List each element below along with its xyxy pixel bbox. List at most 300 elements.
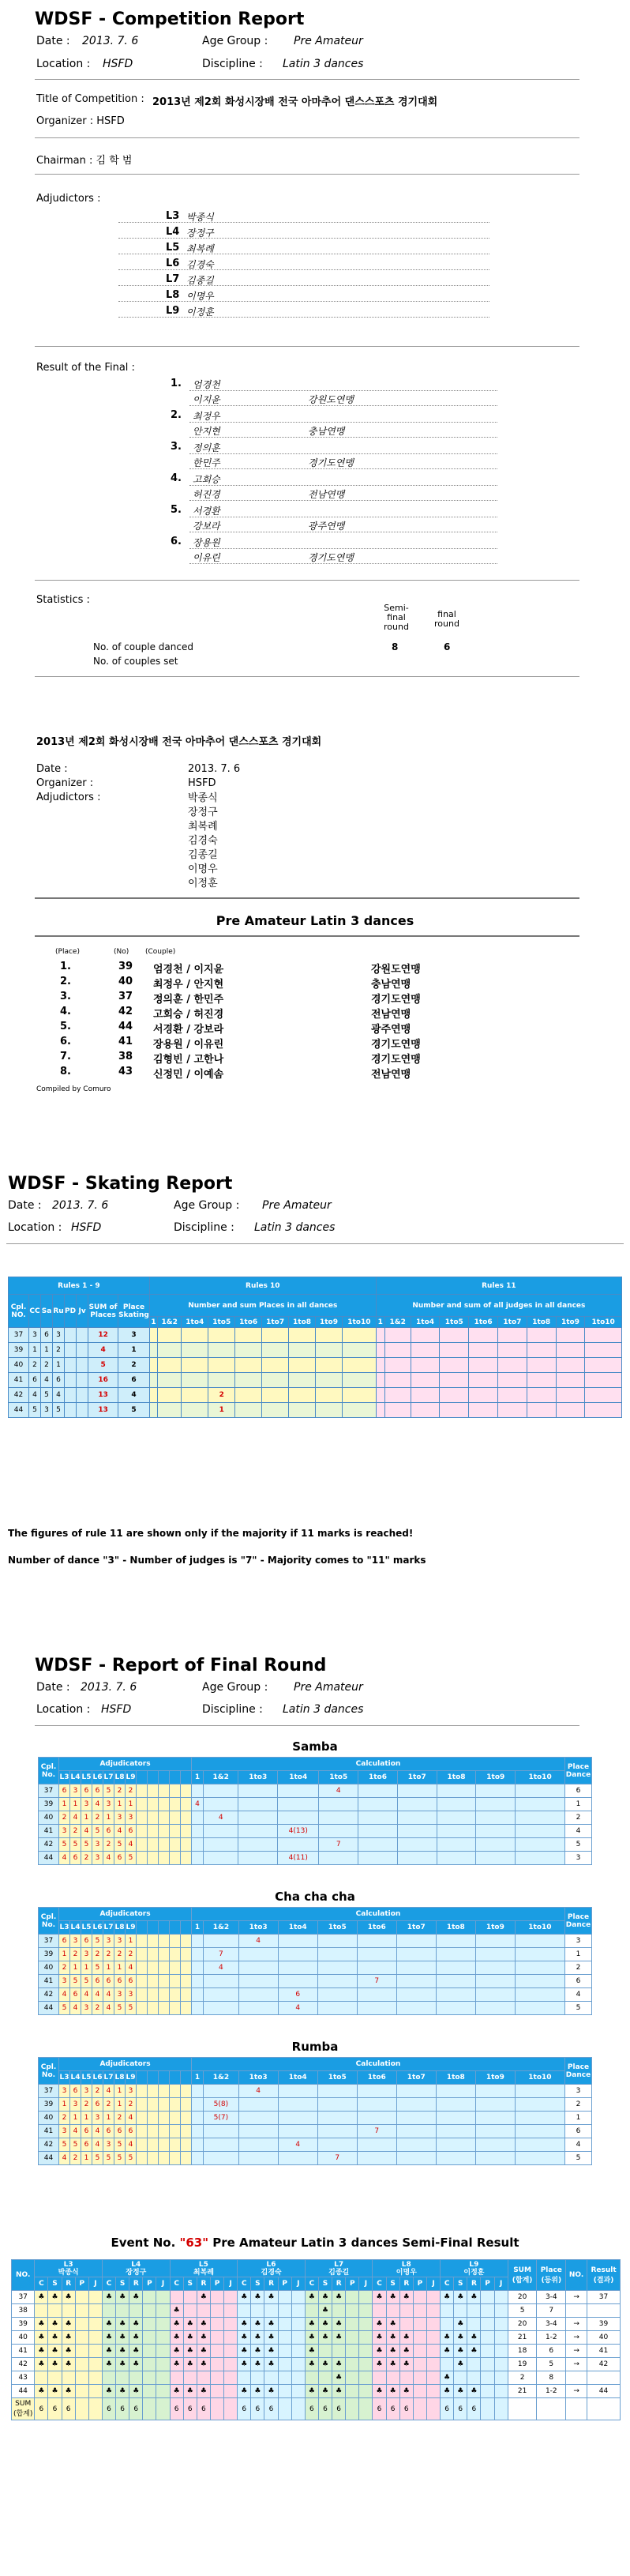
mark-cell: ♣: [48, 2318, 62, 2331]
semi-final-row: [12, 2331, 621, 2345]
calc-cell: [238, 1798, 278, 1811]
r11-cell: [527, 1373, 556, 1388]
mark-cell: [346, 2371, 359, 2385]
total-cell: [156, 2398, 170, 2420]
judge-header: L3: [59, 2071, 70, 2085]
calc-cell: [204, 2085, 239, 2098]
sa-place: 5: [41, 1388, 53, 1403]
adjudicators-header: Adjudicators: [59, 2058, 192, 2071]
mark-cell: [143, 2331, 156, 2345]
dance-letter-header: C: [441, 2277, 454, 2291]
total-cell: 6: [102, 2398, 115, 2420]
judge-mark: 6: [92, 1975, 103, 1988]
total-cell: 6: [454, 2398, 467, 2420]
dance-letter-header: P: [143, 2277, 156, 2291]
r11-cell: [411, 1343, 440, 1358]
judge-mark: 4: [126, 1961, 137, 1975]
mark-cell: [481, 2331, 494, 2345]
summary-adjudicator: 장정구: [188, 807, 218, 818]
final-result-entry: [166, 376, 497, 408]
r11-cell: [556, 1388, 585, 1403]
r10-cell: [182, 1373, 208, 1388]
dance-letter-header: C: [35, 2277, 48, 2291]
calc-cell: [192, 1838, 204, 1852]
judge-mark: 6: [59, 1935, 70, 1948]
r11-cell: [585, 1373, 622, 1388]
calc-cell: [515, 2112, 564, 2125]
mark-cell: [494, 2291, 508, 2304]
mark-cell: ♣: [318, 2331, 332, 2345]
final-row: [39, 1975, 592, 1988]
calc-cell: [396, 1988, 436, 2002]
place-value: 1-2: [537, 2331, 566, 2345]
judge-mark: 5: [103, 1784, 114, 1798]
total-cell: [210, 2398, 223, 2420]
date-value: 2013. 7. 6: [82, 35, 139, 47]
total-cell: [481, 2398, 494, 2420]
r11-cell: [411, 1388, 440, 1403]
total-cell: [413, 2398, 426, 2420]
summary-date-label: Date :: [36, 763, 68, 775]
pd-place: [65, 1343, 77, 1358]
r11-cell: [469, 1358, 498, 1373]
mark-cell: [346, 2385, 359, 2398]
location-value: HSFD: [71, 1221, 102, 1234]
mark-cell: ♣: [454, 2291, 467, 2304]
row-place: 7.: [60, 1051, 71, 1062]
total-cell: 6: [386, 2398, 399, 2420]
calc-cell: [516, 1811, 565, 1825]
age-group-value: Pre Amateur: [294, 1681, 363, 1694]
r11-cell: [527, 1388, 556, 1403]
mark-cell: [75, 2371, 88, 2385]
mark-cell: [318, 2371, 332, 2385]
calc-cell: [192, 1961, 204, 1975]
sum-value: 18: [508, 2345, 537, 2358]
calc-cell: [436, 2112, 475, 2125]
place-dance: 6: [565, 2125, 592, 2138]
calc-cell: [238, 1811, 278, 1825]
place-value: 8: [537, 2371, 566, 2385]
judge-mark: [159, 2085, 170, 2098]
row-club: 전남연맹: [371, 1009, 411, 1021]
row-no: 38: [118, 1051, 133, 1062]
mark-cell: [75, 2345, 88, 2358]
judge-mark: 6: [59, 1784, 70, 1798]
summary-adjudicator: 박종식: [188, 792, 218, 804]
judge-mark: 3: [114, 1811, 126, 1825]
judge-mark: 4: [103, 1988, 114, 2002]
mark-cell: [494, 2318, 508, 2331]
mark-cell: ♣: [129, 2385, 143, 2398]
place-value: 6: [537, 2345, 566, 2358]
mark-cell: ♣: [183, 2318, 197, 2331]
total-cell: [291, 2398, 305, 2420]
calc-cell: [396, 1935, 436, 1948]
judge-mark: [148, 2098, 159, 2112]
mark-cell: [278, 2304, 291, 2318]
judge-mark: [181, 1852, 192, 1865]
judge-mark: 4: [59, 2152, 70, 2165]
judge-mark: 1: [81, 1811, 92, 1825]
semi-final-row: [12, 2358, 621, 2371]
mark-cell: ♣: [264, 2385, 278, 2398]
calc-cell: [436, 2098, 475, 2112]
judge-header: [137, 1921, 148, 1935]
final-row: [39, 2138, 592, 2152]
sum-places-header: SUM of Places: [88, 1295, 118, 1328]
pd-place: [65, 1403, 77, 1418]
calc-cell: [515, 1961, 564, 1975]
sum-of-places: 4: [88, 1343, 118, 1358]
rules-11-header: Rules 11: [376, 1277, 621, 1295]
calc-cell: [278, 1948, 317, 1961]
competition-report: [0, 0, 630, 743]
r10-cell: [182, 1358, 208, 1373]
place-header: Place (등위): [537, 2260, 566, 2291]
mark-cell: [359, 2358, 373, 2371]
cpl-no: 41: [39, 2125, 59, 2138]
r11-cell: [440, 1388, 469, 1403]
row-place: 1.: [60, 961, 71, 972]
mark-cell: ♣: [332, 2371, 346, 2385]
mark-cell: ♣: [386, 2291, 399, 2304]
r11-cell: [469, 1388, 498, 1403]
judge-mark: 2: [126, 1784, 137, 1798]
mark-cell: [413, 2345, 426, 2358]
judge-mark: [137, 2138, 148, 2152]
row-no: 37: [118, 991, 133, 1002]
mark-cell: [88, 2318, 102, 2331]
calc-col-header: 1to7: [397, 1771, 437, 1784]
cc-place: 6: [29, 1373, 41, 1388]
judge-mark: 6: [103, 2125, 114, 2138]
judge-mark: [137, 1811, 148, 1825]
result-club: 충남연맹: [308, 426, 345, 437]
judge-mark: 5: [70, 1838, 81, 1852]
calc-cell: 4: [204, 1961, 239, 1975]
calc-cell: [238, 1825, 278, 1838]
final-result-entry: [166, 471, 497, 502]
mark-cell: [102, 2304, 115, 2318]
mark-cell: ♣: [62, 2358, 75, 2371]
r10-cell: [158, 1373, 182, 1388]
r10-cell: [208, 1343, 235, 1358]
mark-cell: [210, 2304, 223, 2318]
calc-cell: [192, 1784, 204, 1798]
calc-cell: [278, 2152, 317, 2165]
mark-cell: ♣: [102, 2345, 115, 2358]
judge-mark: [181, 1811, 192, 1825]
row-no: 39: [118, 961, 133, 972]
judge-mark: [137, 1948, 148, 1961]
mark-cell: [413, 2304, 426, 2318]
judge-mark: [181, 1798, 192, 1811]
semi-final-couples-value: 8: [392, 641, 399, 652]
couple-no: 37: [12, 2291, 35, 2304]
final-row: [39, 1961, 592, 1975]
discipline-label: Discipline :: [202, 1703, 263, 1716]
mark-cell: [454, 2371, 467, 2385]
judge-mark: 5: [81, 1975, 92, 1988]
judge-mark: 1: [126, 1935, 137, 1948]
mark-cell: ♣: [102, 2331, 115, 2345]
calc-cell: [317, 2125, 357, 2138]
mark-cell: [156, 2385, 170, 2398]
r10-cell: [342, 1343, 376, 1358]
summary-results-list: [47, 961, 489, 1081]
arrow-icon: →: [566, 2358, 587, 2371]
mark-cell: ♣: [373, 2345, 386, 2358]
ru-place: 2: [53, 1343, 65, 1358]
mark-cell: ♣: [264, 2358, 278, 2371]
r10-cell: [235, 1403, 262, 1418]
place-value: 3-4: [537, 2318, 566, 2331]
r10-cell: [316, 1403, 343, 1418]
mark-cell: [426, 2345, 440, 2358]
age-group-label: Age Group :: [202, 1681, 268, 1694]
row-place: 5.: [60, 1021, 71, 1032]
competition-report-title: WDSF - Competition Report: [35, 9, 305, 29]
sum-value: 21: [508, 2385, 537, 2398]
cpl-no: 44: [9, 1403, 29, 1418]
r10-cell: [208, 1373, 235, 1388]
r11-cell: [585, 1328, 622, 1343]
judge-mark: [159, 1935, 170, 1948]
skating-row: [9, 1373, 622, 1388]
judge-header: [181, 2071, 192, 2085]
calc-cell: [476, 1784, 516, 1798]
judge-header: L4: [70, 2071, 81, 2085]
judge-header: [102, 2260, 170, 2277]
judge-mark: 6: [70, 2085, 81, 2098]
judge-mark: 2: [103, 1948, 114, 1961]
mark-cell: [494, 2304, 508, 2318]
mark-cell: ♣: [62, 2291, 75, 2304]
place-value: 7: [537, 2304, 566, 2318]
place-skating: 4: [118, 1388, 150, 1403]
judge-mark: 5: [92, 1935, 103, 1948]
r10-cell: [182, 1328, 208, 1343]
row-place: 8.: [60, 1066, 71, 1077]
cpl-no: 41: [9, 1373, 29, 1388]
r10-cell: [289, 1403, 316, 1418]
row-club: 광주연맹: [371, 1024, 411, 1036]
mark-cell: [129, 2371, 143, 2385]
divider: [35, 935, 579, 937]
calc-col-header: 1to8: [436, 1921, 475, 1935]
judge-mark: 1: [126, 1798, 137, 1811]
r11-place-col-header: 1to6: [469, 1317, 498, 1328]
mark-cell: ♣: [467, 2345, 481, 2358]
mark-cell: [102, 2371, 115, 2385]
cpl-no: 44: [39, 2152, 59, 2165]
result-place: 2.: [171, 409, 182, 421]
final-row: [39, 1948, 592, 1961]
judge-mark: 6: [126, 1975, 137, 1988]
place-dance: 3: [565, 1852, 592, 1865]
mark-cell: [426, 2304, 440, 2318]
discipline-value: Latin 3 dances: [254, 1221, 336, 1234]
mark-cell: [373, 2371, 386, 2385]
judge-header: [170, 1921, 181, 1935]
cpl-no: 42: [39, 2138, 59, 2152]
judge-mark: 5: [81, 1838, 92, 1852]
mark-cell: [426, 2291, 440, 2304]
r11-cell: [440, 1328, 469, 1343]
dance-letter-header: S: [183, 2277, 197, 2291]
adjudicator-code: L5: [166, 242, 180, 254]
adjudicator-list: [118, 207, 489, 318]
final-row: [39, 1825, 592, 1838]
judge-mark: 6: [114, 2125, 126, 2138]
r11-cell: [376, 1403, 384, 1418]
mark-cell: ♣: [318, 2385, 332, 2398]
mark-cell: ♣: [35, 2345, 48, 2358]
judge-code: L7: [334, 2260, 344, 2269]
mark-cell: ♣: [332, 2331, 346, 2345]
judge-mark: 3: [81, 2085, 92, 2098]
mark-cell: ♣: [399, 2345, 413, 2358]
total-cell: [494, 2398, 508, 2420]
calc-cell: [192, 2098, 204, 2112]
r11-cell: [585, 1358, 622, 1373]
judge-mark: 2: [92, 1948, 103, 1961]
divider: [35, 1725, 579, 1726]
mark-cell: ♣: [48, 2345, 62, 2358]
calc-cell: [436, 1935, 475, 1948]
mark-cell: ♣: [170, 2331, 183, 2345]
skating-row: [9, 1388, 622, 1403]
mark-cell: ♣: [373, 2385, 386, 2398]
calc-cell: 4: [278, 2002, 317, 2015]
judge-mark: [181, 1935, 192, 1948]
mark-cell: [264, 2304, 278, 2318]
judge-mark: 4: [59, 1988, 70, 2002]
row-couple: 신정민 / 이예솜: [153, 1069, 224, 1081]
calc-cell: [192, 1988, 204, 2002]
location-value: HSFD: [103, 58, 133, 70]
judge-mark: [170, 1975, 181, 1988]
semi-final-header: Semi-final round: [384, 603, 409, 632]
mark-cell: [210, 2318, 223, 2331]
r10-cell: 2: [208, 1388, 235, 1403]
calc-cell: [436, 2002, 475, 2015]
judge-mark: [159, 2002, 170, 2015]
judge-mark: 6: [81, 1784, 92, 1798]
final-round-title: WDSF - Report of Final Round: [35, 1656, 327, 1675]
mark-cell: ♣: [386, 2331, 399, 2345]
dance-letter-header: J: [291, 2277, 305, 2291]
calc-cell: [515, 2138, 564, 2152]
judge-code: L4: [131, 2260, 141, 2269]
r11-cell: [498, 1343, 527, 1358]
calc-cell: [357, 1961, 396, 1975]
place-dance: 6: [565, 1975, 592, 1988]
calc-cell: [357, 1935, 396, 1948]
r11-cell: [585, 1343, 622, 1358]
calc-cell: [204, 2002, 239, 2015]
r10-cell: [149, 1328, 157, 1343]
place-skating: 1: [118, 1343, 150, 1358]
judge-mark: [148, 1988, 159, 2002]
r11-place-col-header: 1to5: [440, 1317, 469, 1328]
mark-cell: [156, 2291, 170, 2304]
judge-mark: 3: [103, 1798, 114, 1811]
dance-letter-header: P: [413, 2277, 426, 2291]
mark-cell: [291, 2371, 305, 2385]
judge-mark: 4: [126, 2138, 137, 2152]
judge-mark: [148, 1852, 159, 1865]
mark-cell: [494, 2331, 508, 2345]
judge-mark: [137, 2002, 148, 2015]
calc-cell: [238, 1961, 278, 1975]
mark-cell: [399, 2371, 413, 2385]
summary-row: [47, 991, 489, 1006]
mark-cell: [48, 2371, 62, 2385]
calc-cell: 7: [317, 2152, 357, 2165]
mark-cell: [386, 2371, 399, 2385]
calc-cell: [357, 2002, 396, 2015]
r10-cell: [289, 1358, 316, 1373]
judge-mark: [159, 1948, 170, 1961]
mark-cell: ♣: [373, 2358, 386, 2371]
mark-cell: [359, 2385, 373, 2398]
r11-place-col-header: 1to7: [498, 1317, 527, 1328]
mark-cell: [264, 2371, 278, 2385]
calc-cell: 5(8): [204, 2098, 239, 2112]
judge-mark: 5: [92, 1825, 103, 1838]
semi-final-table: [11, 2259, 621, 2420]
judge-code: L3: [63, 2260, 73, 2269]
mark-cell: ♣: [170, 2304, 183, 2318]
calc-cell: [436, 1948, 475, 1961]
calc-cell: [437, 1852, 476, 1865]
dance-letter-header: S: [48, 2277, 62, 2291]
r10-cell: [158, 1388, 182, 1403]
mark-cell: [373, 2304, 386, 2318]
ru-place: 6: [53, 1373, 65, 1388]
calc-cell: [317, 1988, 357, 2002]
discipline-label: Discipline :: [174, 1221, 234, 1234]
judge-mark: 1: [103, 1811, 114, 1825]
judge-mark: [148, 1961, 159, 1975]
calc-cell: [357, 2138, 396, 2152]
calc-col-header: 1to4: [278, 1921, 317, 1935]
calc-cell: [317, 1961, 357, 1975]
judge-mark: 3: [70, 1784, 81, 1798]
judge-mark: 5: [114, 2138, 126, 2152]
judge-header: L6: [92, 2071, 103, 2085]
results-summary: [0, 711, 630, 1138]
calc-cell: [358, 1798, 398, 1811]
judge-mark: [148, 1798, 159, 1811]
result-value: 37: [587, 2291, 621, 2304]
calc-cell: [475, 2098, 515, 2112]
judge-mark: [170, 1948, 181, 1961]
judge-mark: [137, 1852, 148, 1865]
summary-adjudicator-list: [188, 792, 218, 891]
final-row: [39, 2098, 592, 2112]
judge-mark: [148, 1825, 159, 1838]
calc-cell: 4: [238, 1935, 278, 1948]
judge-mark: 6: [92, 2098, 103, 2112]
judge-mark: 1: [114, 2098, 126, 2112]
row-couple: 엄경천 / 이지윤: [153, 964, 224, 976]
total-cell: 6: [35, 2398, 48, 2420]
total-cell: 6: [238, 2398, 251, 2420]
mark-cell: ♣: [183, 2331, 197, 2345]
